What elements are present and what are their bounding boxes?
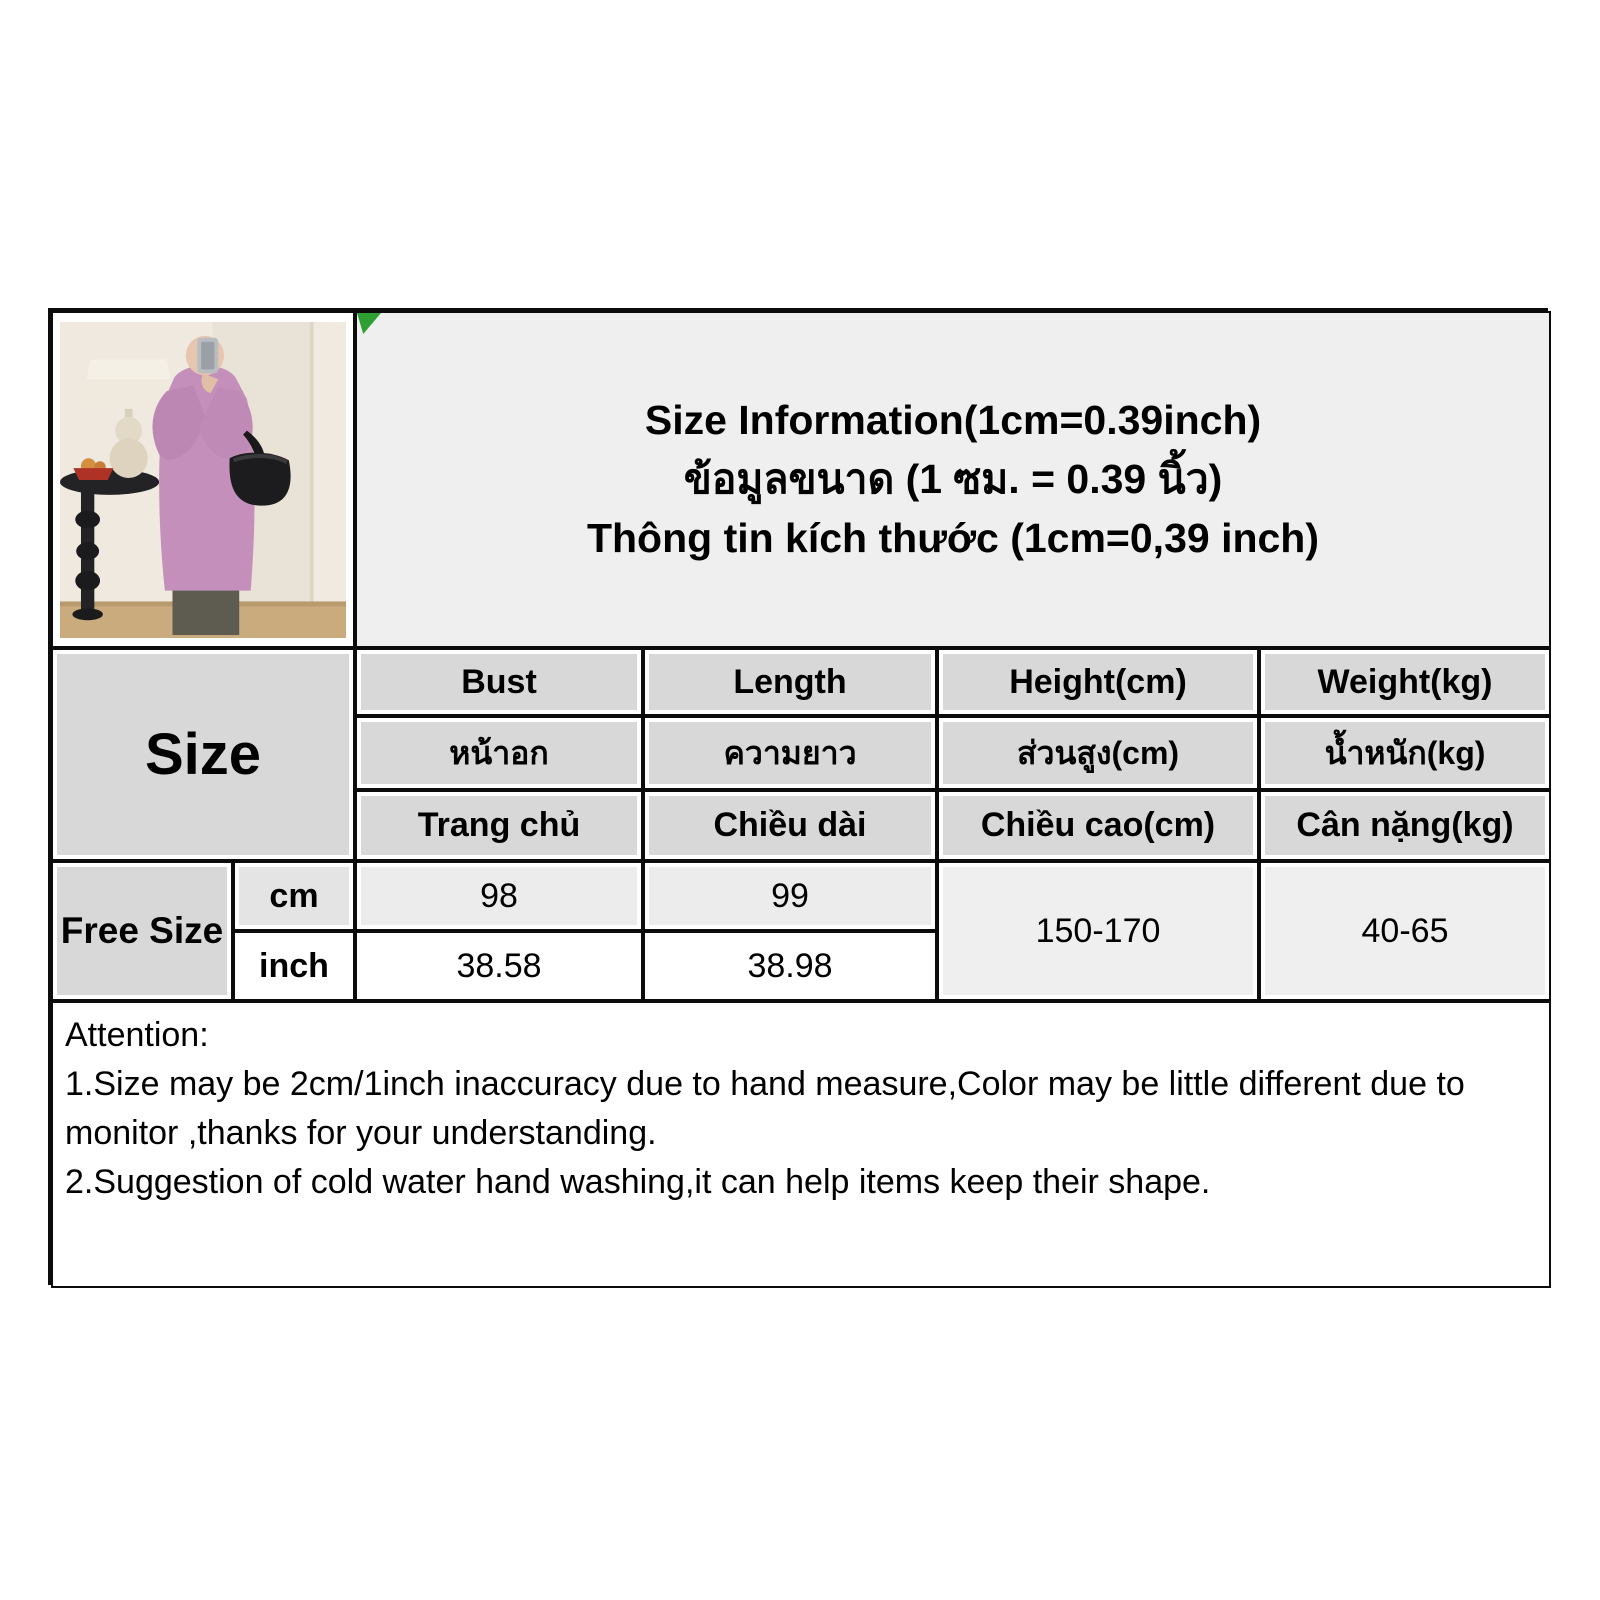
row-label-free-size: Free Size xyxy=(51,861,233,1001)
col-header-weight-th: น้ำหนัก(kg) xyxy=(1259,716,1551,790)
title-english: Size Information(1cm=0.39inch) xyxy=(644,396,1262,443)
product-photo xyxy=(60,322,346,638)
unit-label-cm: cm xyxy=(233,861,355,931)
col-header-height-th: ส่วนสูง(cm) xyxy=(937,716,1259,790)
col-header-height-en: Height(cm) xyxy=(937,648,1259,716)
size-corner-label: Size xyxy=(51,648,355,861)
value-length-cm: 99 xyxy=(643,861,937,931)
attention-heading: Attention: xyxy=(65,1016,209,1054)
value-height-range: 150-170 xyxy=(937,861,1259,1001)
col-header-length-en: Length xyxy=(643,648,937,716)
col-header-bust-en: Bust xyxy=(355,648,643,716)
title-cell xyxy=(355,311,1551,648)
col-header-height-vi: Chiều cao(cm) xyxy=(937,790,1259,861)
title-vietnamese: Thông tin kích thước (1cm=0,39 inch) xyxy=(586,515,1320,562)
product-photo-cell xyxy=(51,311,355,648)
photo-wall-seam xyxy=(310,322,314,608)
value-bust-inch: 38.58 xyxy=(355,931,643,1001)
title-thai: ข้อมูลขนาด (1 ซม. = 0.39 นิ้ว) xyxy=(683,455,1223,502)
col-header-weight-en: Weight(kg) xyxy=(1259,648,1551,716)
size-chart-sheet xyxy=(48,308,1548,1285)
value-weight-range: 40-65 xyxy=(1259,861,1551,1001)
value-bust-cm: 98 xyxy=(355,861,643,931)
col-header-length-vi: Chiều dài xyxy=(643,790,937,861)
corner-marker-icon xyxy=(357,313,381,334)
attention-note-2: 2.Suggestion of cold water hand washing,it can help items keep their shape. xyxy=(65,1162,1211,1201)
unit-label-inch: inch xyxy=(233,931,355,1001)
attention-note-1: 1.Size may be 2cm/1inch inaccuracy due to hand measure,Color may be little different due to monitor ,thanks for your understanding. xyxy=(65,1064,1465,1152)
attention-notes xyxy=(51,1001,1551,1288)
col-header-bust-vi: Trang chủ xyxy=(355,790,643,861)
col-header-bust-th: หน้าอก xyxy=(355,716,643,790)
value-length-inch: 38.98 xyxy=(643,931,937,1001)
col-header-length-th: ความยาว xyxy=(643,716,937,790)
col-header-weight-vi: Cân nặng(kg) xyxy=(1259,790,1551,861)
model-pants xyxy=(172,584,239,635)
